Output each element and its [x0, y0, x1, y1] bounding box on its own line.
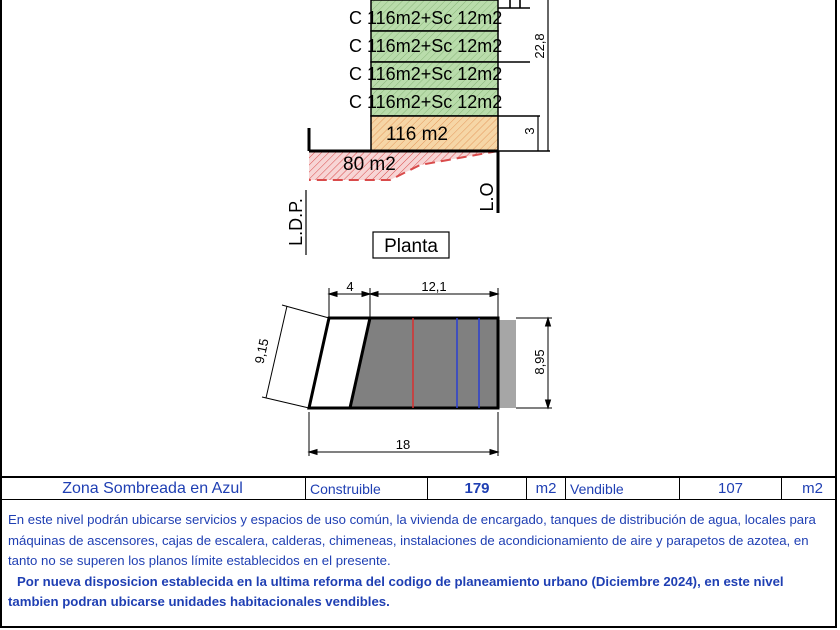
plan-title: Planta — [384, 236, 438, 257]
ground-area-label: 116 m2 — [386, 124, 448, 145]
note-paragraph-bold: Por nueva disposicion establecida en la ultima reforma del codigo de planeamiento urbano (Diciembre 2024), en este nivel tambien podran ubicarse unidades habitacionales vendibles. — [8, 573, 784, 609]
plan-dim-right-label: 8,95 — [532, 349, 547, 375]
constructible-label: Construible — [306, 478, 428, 499]
saleable-value: 107 — [680, 478, 782, 499]
lo-label: L.O — [477, 182, 497, 212]
height-total-label: 22,8 — [532, 33, 547, 59]
note-paragraph: En este nivel podrán ubicarse servicios y espacios de uso común, la vivienda de encargado, tanques de distribución de agua, locales para máquinas de ascensores, cajas de escalera, calderas, chimeneas, instalaciones de acondicionamiento de aire y parapetos de azotea, en tanto no se superen los planos límite establecidos en el presente. — [8, 512, 816, 568]
floor-label-3: C 116m2+Sc 12m2 — [349, 64, 503, 84]
saleable-label: Vendible — [566, 478, 680, 499]
plan-dim-top-right: 12,1 — [421, 279, 447, 294]
height-ground-label: 3 — [522, 127, 537, 135]
plan-dim-top-left: 4 — [346, 279, 354, 294]
plan-dim-left-label: 9,15 — [251, 337, 272, 366]
saleable-unit: m2 — [802, 480, 823, 497]
constructible-unit: m2 — [527, 478, 566, 499]
summary-row — [0, 476, 837, 500]
constructible-value: 179 — [428, 478, 527, 499]
zone-label: Zona Sombreada en Azul — [0, 478, 306, 499]
floor-label-2: C 116m2+Sc 12m2 — [349, 36, 503, 56]
plan-dim-bottom-label: 18 — [395, 437, 411, 452]
ldp-label: L.D.P. — [286, 198, 306, 246]
plan-shadow-strip — [498, 320, 516, 408]
floor-label-4: C 116m2+Sc 12m2 — [349, 92, 503, 112]
notes-block — [8, 510, 833, 613]
setback-area-label: 80 m2 — [343, 154, 396, 175]
setback-area — [309, 151, 498, 180]
plan-shaded-zone — [350, 318, 498, 408]
floor-label-1: C 116m2+Sc 12m2 — [349, 8, 503, 28]
plan-view — [252, 279, 552, 456]
section-view — [286, 0, 550, 258]
plan-dim-top — [329, 288, 498, 318]
